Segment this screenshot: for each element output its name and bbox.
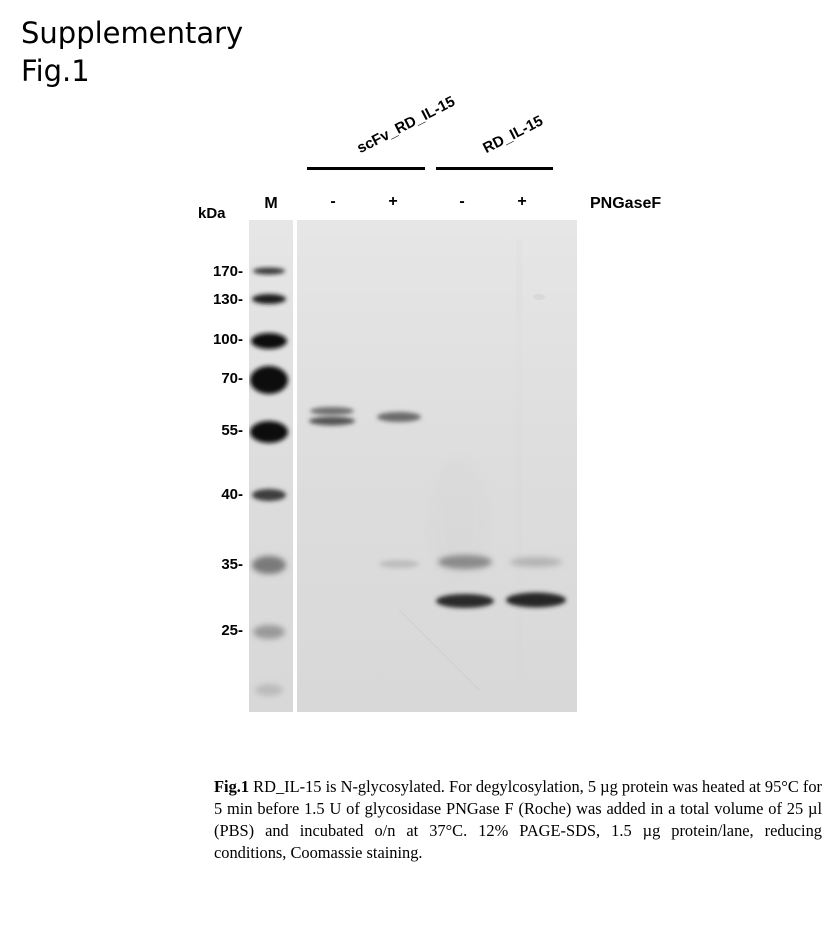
group-line-scfv	[307, 167, 425, 170]
lane-2-band-faint	[379, 560, 419, 568]
lane-4-band-faint	[510, 557, 562, 567]
mw-label-70: 70-	[221, 370, 243, 387]
lane-1-treatment: -	[330, 193, 336, 210]
figure-title	[21, 14, 243, 90]
gel-svg	[249, 220, 577, 712]
mw-label-35: 35-	[221, 556, 243, 573]
marker-band-130	[252, 294, 286, 304]
marker-band-40	[252, 489, 286, 501]
unit-label: kDa	[198, 205, 226, 222]
mw-label-40: 40-	[221, 486, 243, 503]
marker-band-35	[252, 556, 286, 574]
mw-label-55: 55-	[221, 422, 243, 439]
lane-3-band-upper	[438, 555, 492, 569]
caption-text: RD_IL-15 is N-glycosylated. For degylcosylation, 5 µg protein was heated at 95°C for 5 min before 1.5 U of glycosidase PNGase F (Roche) was added in a total volume of 25 µl (PBS) and incubated o/n at 37°C. 12% PAGE-SDS, 1.5 µg protein/lane, reducing conditions, Coomassie staining.	[214, 777, 822, 862]
mw-label-25: 25-	[221, 622, 243, 639]
treatment-label: PNGaseF	[590, 195, 662, 212]
marker-band-25	[253, 625, 285, 639]
lane-4-treatment: +	[517, 193, 527, 210]
lane-1-band-upper	[310, 407, 354, 415]
mw-label-100: 100-	[212, 331, 243, 348]
mw-label-130: 130-	[212, 291, 243, 308]
group-label-rd: RD_IL-15	[480, 112, 546, 157]
group-line-rd	[436, 167, 553, 170]
gel-image	[249, 220, 577, 712]
lane-1-band-lower	[309, 417, 355, 426]
lane-3-band-main	[436, 594, 494, 608]
mw-label-170: 170-	[212, 263, 243, 280]
lane-3-treatment: -	[459, 193, 465, 210]
marker-band-faint	[255, 684, 283, 696]
marker-band-100	[251, 333, 287, 349]
figure-title-text: Supplementary Fig.1	[21, 16, 244, 88]
marker-band-70	[250, 366, 288, 394]
sample-lanes-panel	[297, 220, 577, 712]
marker-band-55	[250, 421, 288, 443]
marker-lane-label: M	[264, 195, 278, 212]
figure-caption	[214, 776, 822, 864]
marker-band-170	[253, 268, 285, 275]
lane-4-band-main	[506, 593, 566, 608]
lane-2-band-main	[377, 412, 421, 422]
group-label-scfv: scFv_RD_IL-15	[354, 93, 458, 157]
lane-2-treatment: +	[388, 193, 398, 210]
caption-label: Fig.1	[214, 777, 250, 796]
